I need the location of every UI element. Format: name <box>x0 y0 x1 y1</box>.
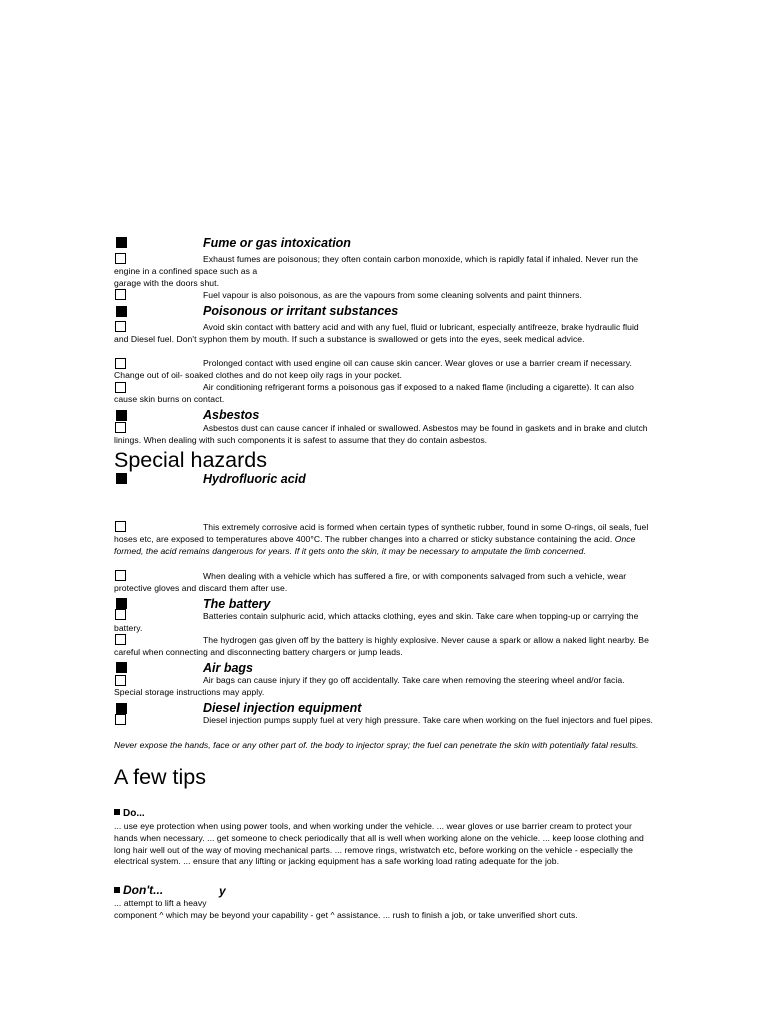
diesel-para-1: Diesel injection pumps supply fuel at very high pressure. Take care when working on the fuel injectors and fuel pipes. <box>203 715 653 725</box>
battery-title: The battery <box>203 597 271 611</box>
battery-para-1: Batteries contain sulphuric acid, which attacks clothing, eyes and skin. Take care when topping-up or carrying the battery. <box>114 611 639 633</box>
fume-para-1: Exhaust fumes are poisonous; they often contain carbon monoxide, which is rapidly fatal if inhaled. Never run the engine in a confined space such as a <box>114 254 639 276</box>
hf-para-2: When dealing with a vehicle which has suffered a fire, or with components salvaged from such a vehicle, wear protective gloves and discard them after use. <box>114 571 627 593</box>
tips-heading: A few tips <box>114 765 207 789</box>
section-bullet-filled <box>116 598 127 609</box>
fume-para-2: Fuel vapour is also poisonous, as are the vapours from some cleaning solvents and paint thinners. <box>203 290 582 300</box>
hf-title: Hydrofluoric acid <box>203 472 306 486</box>
asbestos-title: Asbestos <box>203 408 260 422</box>
fume-para-1b: garage with the doors shut. <box>114 278 220 288</box>
fume-title: Fume or gas intoxication <box>203 236 351 250</box>
special-hazards-heading: Special hazards <box>114 448 267 472</box>
section-bullet-filled <box>116 410 127 421</box>
do-heading <box>114 808 145 820</box>
poison-para-2: Prolonged contact with used engine oil can cause skin cancer. Wear gloves or use a barrier cream if necessary. Change out of oil- soaked clothes and do not keep oily rags in your pocket. <box>114 358 632 380</box>
section-bullet-filled <box>116 703 127 714</box>
section-bullet-filled <box>116 306 127 317</box>
airbags-title: Air bags <box>203 661 254 675</box>
asbestos-para-1: Asbestos dust can cause cancer if inhaled or swallowed. Asbestos may be found in gaskets and in brake and clutch linings. When dealing with such components it is safest to assume that they do contain asbestos. <box>114 423 648 445</box>
poison-para-3: Air conditioning refrigerant forms a poisonous gas if exposed to a naked flame (including a cigarette). It can also cause skin burns on contact. <box>114 382 634 404</box>
dont-text-2: component ^ which may be beyond your capability - get ^ assistance. ... rush to finish a job, or take unverified short cuts. <box>114 910 578 920</box>
airbags-para-1: Air bags can cause injury if they go off accidentally. Take care when removing the steering wheel and/or facia. Special storage instructions may apply. <box>114 675 625 697</box>
hf-para-1-text: This extremely corrosive acid is formed when certain types of synthetic rubber, found in some O-rings, oil seals, fuel hoses etc, are exposed to temperatures above 400°C. The rubber changes into a charred or sticky substance containing the acid. <box>114 522 649 544</box>
section-bullet-filled <box>116 237 127 248</box>
do-text: ... use eye protection when using power tools, and when working under the vehicle. ... wear gloves or use barrier cream to protect your hands when necessary. ... get someone to check periodically that all is well when working alone on the vehicle. ... keep loose clothing and long hair well out of the way of moving mechanical parts. ... remove rings, wristwatch etc, before working on the vehicle - especially the electrical system. ... ensure that any lifting or jacking equipment has a safe working load rating adequate for the job. <box>114 821 644 867</box>
hf-para-1-italic: Once formed, the acid remains dangerous for years. If it gets onto the skin, it may be necessary to amputate the limb concerned. <box>114 533 636 556</box>
section-bullet-filled <box>116 473 127 484</box>
battery-para-2: The hydrogen gas given off by the battery is highly explosive. Never cause a spark or allow a naked light nearby. Be careful when connecting and disconnecting battery chargers or jump leads. <box>114 635 649 657</box>
section-bullet-filled <box>116 662 127 673</box>
dont-heading <box>114 883 163 897</box>
do-label: Do... <box>123 808 145 819</box>
dont-stray-char: y <box>219 884 226 898</box>
dont-text-1: ... attempt to lift a heavy <box>114 898 207 908</box>
dont-label: Don't... <box>123 883 164 897</box>
diesel-para-2: Never expose the hands, face or any other part of. the body to injector spray; the fuel can penetrate the skin with potentially fatal results. <box>114 740 639 750</box>
bullet-square-icon <box>114 887 120 893</box>
hf-para-1 <box>114 522 654 557</box>
bullet-square-icon <box>114 809 120 815</box>
poison-para-1: Avoid skin contact with battery acid and with any fuel, fluid or lubricant, especially antifreeze, brake hydraulic fluid and Diesel fuel. Don't syphon them by mouth. If such a substance is swallowed or gets into the eyes, seek medical advice. <box>114 322 639 344</box>
diesel-title: Diesel injection equipment <box>203 701 362 715</box>
poison-title: Poisonous or irritant substances <box>203 304 399 318</box>
